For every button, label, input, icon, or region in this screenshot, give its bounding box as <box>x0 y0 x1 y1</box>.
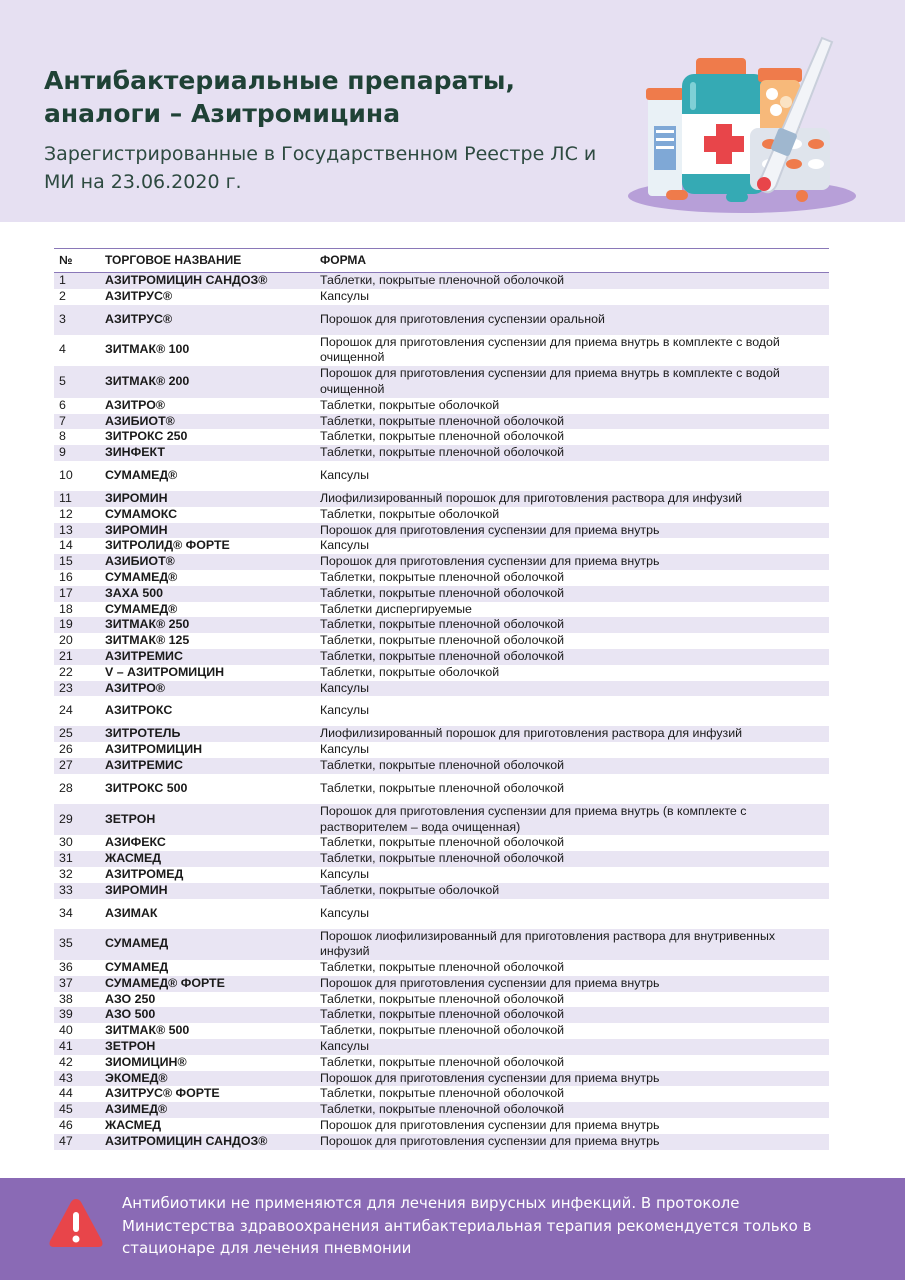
row-number: 42 <box>59 1054 73 1069</box>
row-form: Порошок для приготовления суспензии для приема внутрь <box>320 522 660 537</box>
row-trade-name: АЗИБИОТ® <box>105 413 175 428</box>
row-form: Капсулы <box>320 742 370 757</box>
table-row <box>54 523 829 539</box>
row-trade-name: ЗИТРОКС 250 <box>105 429 188 444</box>
row-form: Порошок для приготовления суспензии для приема внутрь <box>320 1133 660 1148</box>
row-form: Порошок для приготовления суспензии для приема внутрь (в комплекте с растворителем – вода очищенная) <box>320 803 747 834</box>
row-form: Таблетки, покрытые пленочной оболочкой <box>320 1102 565 1117</box>
table-row <box>54 429 829 445</box>
row-trade-name: ЗИТМАК® 200 <box>105 374 190 389</box>
row-trade-name: АЗИТРОКС <box>105 703 173 718</box>
row-form: Порошок лиофилизированный для приготовления раствора для внутривенных инфузий <box>320 928 776 959</box>
table-row <box>54 976 829 992</box>
row-trade-name: ЗИТМАК® 500 <box>105 1023 190 1038</box>
row-number: 24 <box>59 703 73 718</box>
row-number: 43 <box>59 1070 73 1085</box>
row-number: 8 <box>59 429 66 444</box>
warning-icon <box>48 1196 104 1250</box>
row-trade-name: ЭКОМЕД® <box>105 1070 168 1085</box>
table-row <box>54 835 829 851</box>
table-row <box>54 633 829 649</box>
table-row <box>54 726 829 742</box>
table-row <box>54 1039 829 1055</box>
row-form: Таблетки, покрытые оболочкой <box>320 506 500 521</box>
table-row <box>54 883 829 899</box>
row-form: Капсулы <box>320 1039 370 1054</box>
table-row <box>54 570 829 586</box>
table-row <box>54 681 829 697</box>
row-form: Порошок для приготовления суспензии для приема внутрь <box>320 975 660 990</box>
row-trade-name: АЗИМАК <box>105 905 158 920</box>
row-number: 25 <box>59 726 73 741</box>
table-row <box>54 867 829 883</box>
row-trade-name: СУМАМЕД <box>105 960 169 975</box>
row-number: 5 <box>59 374 66 389</box>
row-form: Таблетки, покрытые пленочной оболочкой <box>320 991 565 1006</box>
row-form: Лиофилизированный порошок для приготовления раствора для инфузий <box>320 726 743 741</box>
row-number: 37 <box>59 975 73 990</box>
table-row <box>54 273 829 289</box>
table-row <box>54 696 829 726</box>
row-form: Капсулы <box>320 288 370 303</box>
antibiotic-notice: Антибиотики не применяются для лечения вирусных инфекций. В протоколе Министерства здравоохранения антибактериальная терапия рекомендуется только в стационаре для лечения пневмонии <box>122 1194 812 1257</box>
row-form: Таблетки, покрытые пленочной оболочкой <box>320 569 565 584</box>
row-form: Порошок для приготовления суспензии оральной <box>320 311 605 326</box>
warning-footer <box>0 1178 905 1280</box>
row-form: Капсулы <box>320 468 370 483</box>
row-trade-name: АЗИТРО® <box>105 680 166 695</box>
row-number: 47 <box>59 1133 73 1148</box>
table-row <box>54 960 829 976</box>
row-number: 1 <box>59 273 66 287</box>
row-trade-name: ЖАСМЕД <box>105 1118 162 1133</box>
row-trade-name: АЗИТРУС® <box>105 311 173 326</box>
table-row <box>54 491 829 507</box>
table-row <box>54 742 829 758</box>
row-trade-name: ЗАХА 500 <box>105 585 164 600</box>
row-number: 17 <box>59 585 73 600</box>
table-row <box>54 929 829 961</box>
row-trade-name: АЗО 250 <box>105 991 156 1006</box>
row-number: 35 <box>59 936 73 951</box>
row-form: Таблетки, покрытые оболочкой <box>320 397 500 412</box>
row-number: 46 <box>59 1118 73 1133</box>
row-number: 3 <box>59 311 66 326</box>
row-trade-name: ЗИТМАК® 100 <box>105 342 190 357</box>
table-row <box>54 414 829 430</box>
row-number: 13 <box>59 522 73 537</box>
table-row <box>54 804 829 836</box>
row-trade-name: АЗИТРО® <box>105 397 166 412</box>
table-header <box>54 249 829 273</box>
table-row <box>54 649 829 665</box>
row-form: Лиофилизированный порошок для приготовления раствора для инфузий <box>320 490 743 505</box>
column-header-number: № <box>59 252 73 267</box>
page-title: Антибактериальные препараты, аналоги – Азитромицина <box>44 66 515 128</box>
row-trade-name: АЗИФЕКС <box>105 835 166 850</box>
row-trade-name: СУМАМЕД® ФОРТЕ <box>105 975 225 990</box>
table-body <box>54 273 829 1150</box>
table-row <box>54 774 829 804</box>
row-form: Таблетки, покрытые пленочной оболочкой <box>320 1007 565 1022</box>
row-trade-name: СУМАМЕД® <box>105 468 178 483</box>
row-trade-name: СУМАМЕД® <box>105 569 178 584</box>
row-number: 2 <box>59 288 66 303</box>
table-row <box>54 1134 829 1150</box>
table-row <box>54 992 829 1008</box>
row-number: 38 <box>59 991 73 1006</box>
row-number: 12 <box>59 506 73 521</box>
table-row <box>54 305 829 335</box>
row-trade-name: ЗИТРОЛИД® ФОРТЕ <box>105 538 230 553</box>
row-form: Таблетки, покрытые пленочной оболочкой <box>320 617 565 632</box>
row-trade-name: ЗИТМАК® 250 <box>105 617 190 632</box>
table-row <box>54 398 829 414</box>
row-trade-name: ЗИТРОТЕЛЬ <box>105 726 181 741</box>
row-form: Порошок для приготовления суспензии для приема внутрь <box>320 1118 660 1133</box>
row-trade-name: АЗИТРУС® <box>105 288 173 303</box>
row-number: 31 <box>59 851 73 866</box>
table-row <box>54 758 829 774</box>
row-trade-name: ЗИОМИЦИН® <box>105 1054 187 1069</box>
row-form: Таблетки, покрытые пленочной оболочкой <box>320 1054 565 1069</box>
row-form: Таблетки диспергируемые <box>320 601 472 616</box>
header-banner <box>0 0 905 222</box>
row-number: 22 <box>59 664 73 679</box>
row-number: 6 <box>59 397 66 412</box>
row-form: Таблетки, покрытые оболочкой <box>320 882 500 897</box>
row-form: Таблетки, покрытые пленочной оболочкой <box>320 273 565 287</box>
row-number: 41 <box>59 1039 73 1054</box>
row-number: 27 <box>59 757 73 772</box>
row-form: Таблетки, покрытые пленочной оболочкой <box>320 851 565 866</box>
table-row <box>54 538 829 554</box>
row-form: Таблетки, покрытые пленочной оболочкой <box>320 1086 565 1101</box>
table-row <box>54 602 829 618</box>
table-row <box>54 507 829 523</box>
table-row <box>54 1102 829 1118</box>
row-number: 19 <box>59 617 73 632</box>
row-number: 40 <box>59 1023 73 1038</box>
row-number: 11 <box>59 490 72 505</box>
row-number: 28 <box>59 780 73 795</box>
row-trade-name: ЗЕТРОН <box>105 811 156 826</box>
row-number: 33 <box>59 882 73 897</box>
table-row <box>54 1118 829 1134</box>
table-row <box>54 1023 829 1039</box>
row-trade-name: ЗЕТРОН <box>105 1039 156 1054</box>
row-number: 29 <box>59 811 73 826</box>
table-row <box>54 289 829 305</box>
row-trade-name: СУМАМЕД <box>105 936 169 951</box>
row-form: Порошок для приготовления суспензии для приема внутрь в комплекте с водой очищенной <box>320 366 780 396</box>
row-number: 26 <box>59 742 73 757</box>
row-trade-name: ЗИТМАК® 125 <box>105 633 190 648</box>
drug-table <box>54 248 829 1150</box>
table-row <box>54 335 829 367</box>
row-form: Таблетки, покрытые пленочной оболочкой <box>320 585 565 600</box>
row-trade-name: ЗИРОМИН <box>105 490 168 505</box>
row-form: Капсулы <box>320 905 370 920</box>
row-form: Таблетки, покрытые пленочной оболочкой <box>320 429 565 444</box>
row-trade-name: АЗИБИОТ® <box>105 554 175 569</box>
row-number: 39 <box>59 1007 73 1022</box>
row-form: Порошок для приготовления суспензии для приема внутрь <box>320 1070 660 1085</box>
row-number: 4 <box>59 342 66 357</box>
row-form: Порошок для приготовления суспензии для приема внутрь в комплекте с водой очищенной <box>320 334 780 365</box>
row-trade-name: ЖАСМЕД <box>105 851 162 866</box>
row-form: Капсулы <box>320 703 370 718</box>
page-subtitle: Зарегистрированные в Государственном Реестре ЛС и МИ на 23.06.2020 г. <box>44 143 597 193</box>
row-form: Капсулы <box>320 866 370 881</box>
table-row <box>54 1055 829 1071</box>
table-row <box>54 665 829 681</box>
column-header-trade-name: ТОРГОВОЕ НАЗВАНИЕ <box>105 252 242 267</box>
table-row <box>54 617 829 633</box>
table-row <box>54 1071 829 1087</box>
row-number: 20 <box>59 633 73 648</box>
row-number: 16 <box>59 569 73 584</box>
row-number: 14 <box>59 538 73 553</box>
row-number: 9 <box>59 445 66 460</box>
row-form: Таблетки, покрытые пленочной оболочкой <box>320 780 565 795</box>
table-row <box>54 586 829 602</box>
row-form: Таблетки, покрытые пленочной оболочкой <box>320 960 565 975</box>
row-form: Таблетки, покрытые пленочной оболочкой <box>320 648 565 663</box>
row-number: 34 <box>59 905 73 920</box>
row-trade-name: V – АЗИТРОМИЦИН <box>105 664 225 679</box>
row-number: 10 <box>59 468 73 483</box>
row-trade-name: ЗИНФЕКТ <box>105 445 165 460</box>
row-trade-name: СУМАМОКС <box>105 506 178 521</box>
row-trade-name: АЗИТРОМИЦИН САНДОЗ® <box>105 1133 268 1148</box>
row-form: Капсулы <box>320 680 370 695</box>
table-row <box>54 445 829 461</box>
row-trade-name: ЗИРОМИН <box>105 522 168 537</box>
row-form: Капсулы <box>320 538 370 553</box>
table-row <box>54 851 829 867</box>
row-number: 32 <box>59 866 73 881</box>
table-row <box>54 1007 829 1023</box>
row-trade-name: АЗИМЕД® <box>105 1102 168 1117</box>
row-number: 18 <box>59 601 73 616</box>
row-trade-name: АЗИТРУС® ФОРТЕ <box>105 1086 220 1101</box>
row-form: Таблетки, покрытые пленочной оболочкой <box>320 1023 565 1038</box>
column-header-form: ФОРМА <box>320 252 367 267</box>
row-trade-name: АЗИТРОМЕД <box>105 866 184 881</box>
row-form: Таблетки, покрытые пленочной оболочкой <box>320 633 565 648</box>
row-number: 44 <box>59 1086 73 1101</box>
row-trade-name: СУМАМЕД® <box>105 601 178 616</box>
row-trade-name: АЗИТРОМИЦИН <box>105 742 203 757</box>
row-number: 36 <box>59 960 73 975</box>
table-row <box>54 1086 829 1102</box>
row-number: 7 <box>59 413 66 428</box>
row-number: 45 <box>59 1102 73 1117</box>
table-row <box>54 554 829 570</box>
row-form: Таблетки, покрытые пленочной оболочкой <box>320 757 565 772</box>
row-number: 21 <box>59 648 73 663</box>
row-form: Таблетки, покрытые пленочной оболочкой <box>320 445 565 460</box>
row-trade-name: АЗО 500 <box>105 1007 156 1022</box>
row-number: 15 <box>59 554 73 569</box>
table-row <box>54 366 829 398</box>
table-row <box>54 461 829 491</box>
row-form: Порошок для приготовления суспензии для приема внутрь <box>320 554 660 569</box>
row-number: 23 <box>59 680 73 695</box>
row-trade-name: ЗИТРОКС 500 <box>105 780 188 795</box>
row-form: Таблетки, покрытые оболочкой <box>320 664 500 679</box>
row-trade-name: АЗИТРЕМИС <box>105 757 183 772</box>
table-row <box>54 899 829 929</box>
row-form: Таблетки, покрытые пленочной оболочкой <box>320 835 565 850</box>
row-number: 30 <box>59 835 73 850</box>
row-trade-name: АЗИТРЕМИС <box>105 648 183 663</box>
row-trade-name: АЗИТРОМИЦИН САНДОЗ® <box>105 273 268 287</box>
row-form: Таблетки, покрытые пленочной оболочкой <box>320 413 565 428</box>
medicine-illustration-icon <box>626 30 866 216</box>
row-trade-name: ЗИРОМИН <box>105 882 168 897</box>
